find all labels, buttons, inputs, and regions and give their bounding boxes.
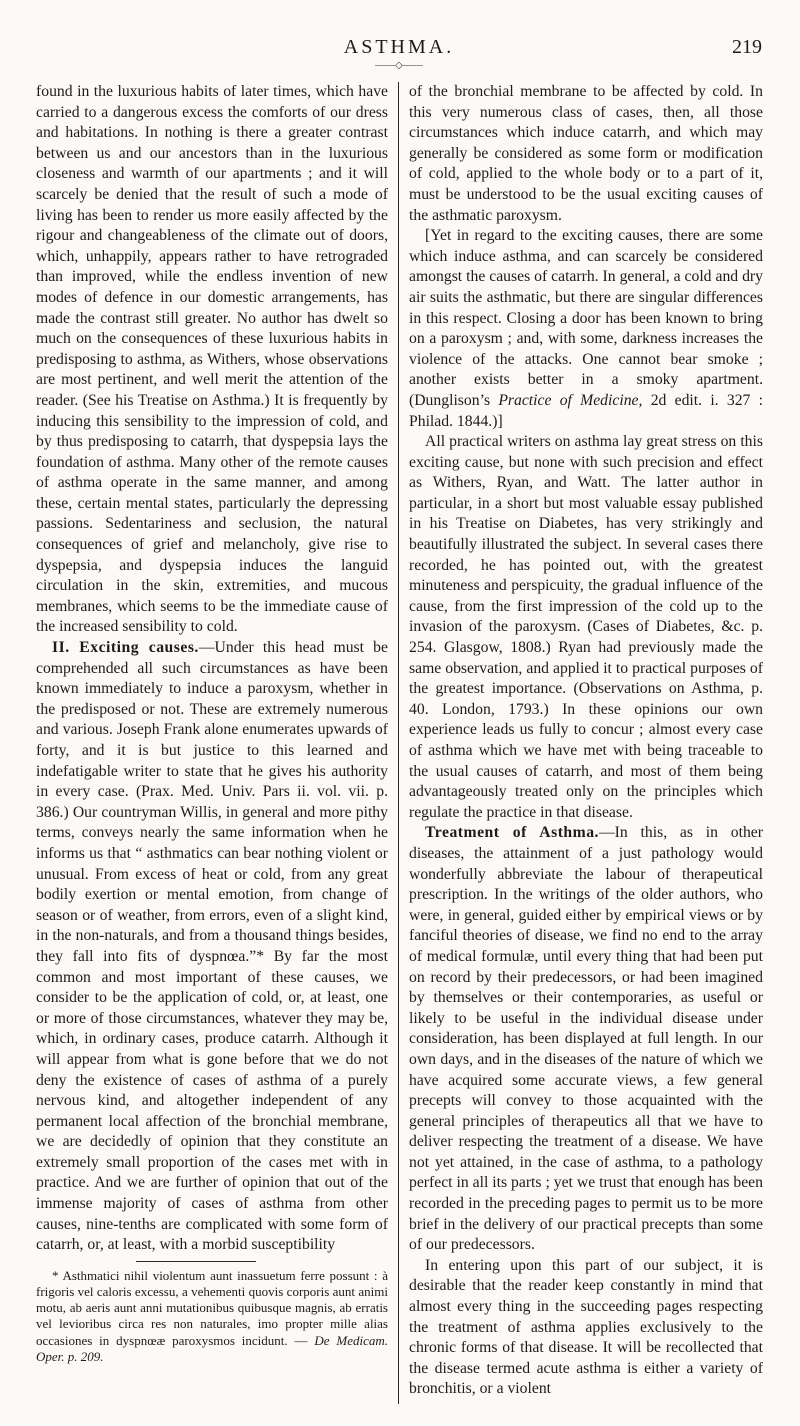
exciting-causes-heading: II. Exciting causes. <box>52 639 199 657</box>
page-header <box>36 36 762 71</box>
dunglison-citation: 2d edit. i. 327 : Philad. 1844.)] <box>409 391 763 430</box>
left-paragraph-1: found in the luxurious habits of later times, which have carried to a dangerous excess the comforts of our dress and habitations. In nothing is there a greater contrast between us and our ancestors than in the luxurious closeness and warmth of our apartments ; and it will scarcely be denied that the result of such a mode of living has been to render us more easily affected by the rigour and changeableness of the climate out of doors, which, unhappily, appears rather to have retrograded than improved, while the endless invention of new modes of defence in our domestic arrangements, has made the contrast still greater. No author has dwelt so much on the consequences of these luxurious habits in predisposing to asthma, as Withers, whose observations are most pertinent, and well merit the attention of the reader. (See his Treatise on Asthma.) It is frequently by inducing this sensibility to the impression of cold, and by thus predisposing to catarrh, that dyspepsia lays the foundation of asthma. Many other of the remote causes of asthma operate in the same manner, and among these, certain mental states, particularly the depressing passions. Sedentariness and seclusion, the natural consequences of grief and melancholy, give rise to dyspepsia, and dyspepsia induces the languid circulation in the skin, extremities, and mucous membranes, which seems to be the immediate cause of the increased sensibility to cold. <box>36 83 388 636</box>
dunglison-book-title: Practice of Medicine, <box>498 391 643 409</box>
dunglison-paragraph <box>409 226 763 432</box>
practical-writers-paragraph: All practical writers on asthma lay great stress on this exciting cause, but none with such precision and effect as Withers, Ryan, and Watt. The latter author in particular, in a short but most valuable essay published in his Treatise on Diabetes, has very strikingly and beautifully illustrated the subject. In several cases there recorded, he has pointed out, with the greatest minuteness and perspicuity, the gradual influence of the cause, from the first impression of the cold up to the invasion of the paroxysm. (Cases of Diabetes, &c. p. 254. Glasgow, 1808.) Ryan had previously made the same observation, and applied it to practical purposes of the greatest importance. (Observations on Asthma, p. 40. London, 1793.) In these opinions our own experience leads us fully to concur ; almost every case of asthma which we have met with being traceable to the usual causes of catarrh, and most of them being advantageously treated only on the principles which regulate the practice in that disease. <box>409 433 763 821</box>
footnote <box>36 1268 388 1365</box>
dunglison-text: [Yet in regard to the exciting causes, there are some which induce asthma, and can scarcely be considered amongst the causes of catarrh. In general, a cold and dry air suits the asthmatic, but there are singular differences in this respect. Closing a door has been known to bring on a paroxysm ; and, with some, darkness increases the violence of the attacks. One cannot bear smoke ; another exists better in a smoky apartment. (Dunglison’s <box>409 227 763 409</box>
footnote-text: * Asthmatici nihil violentum aunt inassuetum ferre possunt : à frigoris vel caloris excessu, a vehementi quovis corporis aunt animi motu, ab aeris aunt anni mutationibus quibusque magnis, ab erratis vel levioribus circa res non naturales, imo propter mille alias occasiones in dyspnœæ paroxysmos incidunt. — <box>36 1267 388 1348</box>
exciting-causes-paragraph <box>36 638 388 1256</box>
treatment-paragraph <box>409 823 763 1255</box>
treatment-text: —In this, as in other diseases, the attainment of a just pathology would wonderfully abbreviate the labour of therapeutical prescription. In the writings of the older authors, who were, in general, guided either by empirical views or by fanciful theories of disease, we find no end to the array of medical formulæ, until every thing that had been put on record by their predecessors, or had been imagined by themselves or their contemporaries, as useful or likely to be useful in the individual disease under consideration, has been displayed at full length. In our own days, and in the diseases of the nature of which we have acquired some accurate views, a few general precepts will convey to those acquainted with the general principles of therapeutics all that we have to deliver respecting the treatment of a disease. We have not yet attained, in the case of asthma, to a pathology perfect in all its parts ; yet we trust that enough has been recorded in the preceding pages to permit us to be more brief in the delivery of our practical precepts than some of our predecessors. <box>409 824 763 1254</box>
treatment-heading: Treatment of Asthma. <box>425 824 599 842</box>
left-column <box>36 82 388 1365</box>
right-paragraph-1: of the bronchial membrane to be affected by cold. In this very numerous class of cases, then, all those circumstances which induce catarrh, and which may generally be considered as some form or modification of cold, applied to the whole body or to a part of it, must be understood to be the usual exciting causes of the asthmatic paroxysm. <box>409 83 763 224</box>
footnote-source: De Medicam. Oper. p. 209. <box>36 1332 388 1364</box>
exciting-causes-text: —Under this head must be comprehended all such circumstances as have been known immediately to induce a paroxysm, whether in the predisposed or not. These are extremely numerous and various. Joseph Frank alone enumerates upwards of forty, and it is but justice to this learned and indefatigable writer to state that he gives his authority in every case. (Prax. Med. Univ. Pars ii. vol. vii. p. 386.) Our countryman Willis, in general and more pithy terms, conveys nearly the same information when he informs us that “ asthmatics can bear nothing violent or unusual. From excess of heat or cold, from any great bodily exertion or mental emotion, from change of season or of weather, from errors, even of a slight kind, in the non-naturals, and from a thousand things besides, they fall into fits of dyspnœa.”* By far the most common and most important of these causes, we consider to be the application of cold, or, at least, one or more of those circumstances, whatever they may be, which, in ordinary cases, produce catarrh. Although it will appear from what is gone before that we do not deny the existence of cases of asthma of a purely nervous kind, and altogether independent of any permanent local affection of the bronchial membrane, we are decidedly of opinion that they constitute an extremely small proportion of the cases met with in practice. And we are further of opinion that out of the immense majority of cases of asthma from other causes, nine-tenths are complicated with some form of catarrh, or, at least, with a morbid susceptibility <box>36 639 388 1254</box>
page-number: 219 <box>732 36 762 58</box>
header-ornament: ——◇—— <box>375 60 423 71</box>
column-divider <box>398 82 399 1404</box>
footnote-divider <box>136 1261 256 1262</box>
closing-paragraph: In entering upon this part of our subject, it is desirable that the reader keep constantly in mind that almost every thing in the succeeding pages respecting the treatment of asthma applies exclusively to the chronic forms of that disease. It will be recollected that the disease termed acute asthma is either a variety of bronchitis, or a violent <box>409 1256 763 1398</box>
right-column <box>409 82 763 1400</box>
running-title: ASTHMA. <box>343 36 455 58</box>
